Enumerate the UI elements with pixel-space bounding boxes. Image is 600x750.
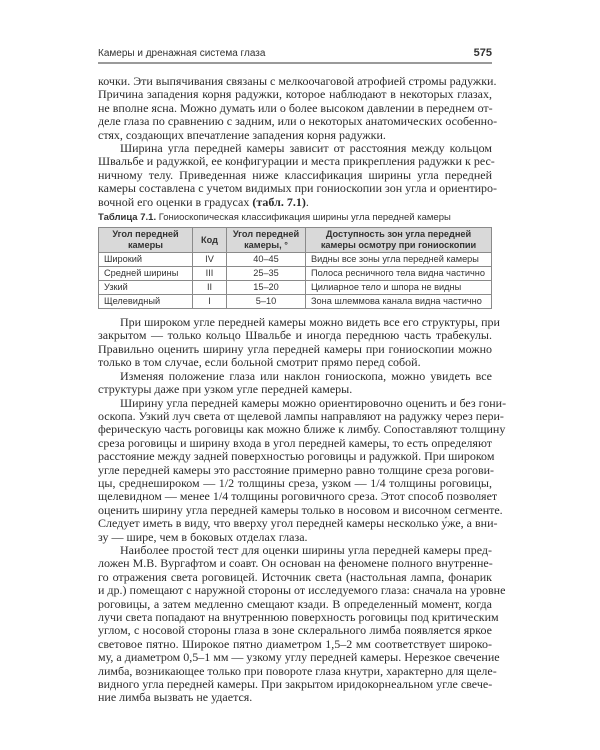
line-text: .	[305, 194, 309, 209]
paragraph	[98, 542, 506, 705]
line-text: закрытом — только кольцо Швальбе и иногда переднюю часть трабекулы.	[98, 328, 492, 343]
line-text: камеры составлена с учетом видимых при гониоскопии зон угла и ориентиро-	[98, 181, 497, 196]
line-text: видного угла передней камеры. При закрытом иридокорнеальном угле свече-	[98, 677, 493, 692]
text-line	[98, 88, 492, 101]
line-text: цы, среднешироком — 1/2 толщины среза, узком — 1/4 толщины роговицы,	[98, 475, 492, 490]
line-text: ложен М.В. Вургафтом и соавт. Он основан на феномене полного внутренне-	[98, 556, 493, 571]
text-line	[98, 531, 492, 544]
table-cell: 40–45	[227, 253, 306, 267]
table-cell: II	[193, 281, 227, 295]
text-line	[98, 638, 492, 651]
text-line	[98, 598, 492, 611]
paragraph	[98, 74, 498, 142]
line-text: го отражения света роговицей. Источник света (настольная лампа, фонарик	[98, 569, 492, 584]
line-text: Причина западения корня радужки, которое наблюдают в некоторых глазах,	[98, 87, 492, 102]
text-line	[98, 169, 492, 182]
text-line	[98, 370, 492, 383]
text-line	[98, 610, 499, 624]
column-header: Доступность зон угла передней камеры осмотру при гониоскопии	[306, 228, 492, 253]
table-row	[99, 267, 492, 281]
line-text: световое пятно. Широкое пятно диаметром 1,5–2 мм соответствует широко-	[98, 636, 492, 651]
line-text: роговицы, а затем медленно смещают кзади. В определенный момент, когда	[98, 596, 492, 611]
line-text: не вполне ясна. Можно думать или о более высоком давлении в переднем от-	[98, 100, 493, 115]
table-cell: 5–10	[227, 295, 306, 309]
text-line	[98, 408, 504, 423]
line-text: Следует иметь в виду, что вверху угол передней камеры несколько у́же, а вни-	[98, 516, 498, 531]
line-text: Ширину угла передней камеры можно ориентировочно оценить и без гони-	[120, 395, 507, 410]
line-text: зу — шире, чем в боковых отделах глаза.	[98, 529, 308, 544]
text-line	[98, 196, 492, 209]
line-text: углом, с носовой стороны глаза в зоне склерального лимба появляется яркое	[98, 623, 492, 638]
table-cell: Зона шлеммова канала видна частично	[306, 295, 492, 309]
table-cell: 25–35	[227, 267, 306, 281]
text-line	[98, 181, 497, 196]
table-caption-text: Гониоскопическая классификация ширины угла передней камеры	[156, 212, 451, 224]
table-cell: Узкий	[99, 281, 193, 295]
text-block-bottom	[98, 315, 507, 705]
text-line	[98, 557, 492, 570]
table-cell: I	[193, 295, 227, 309]
line-text: ферическую часть роговицы как можно ближе к лимбу. Сопоставляют толщину	[98, 422, 506, 437]
text-line	[98, 315, 500, 330]
line-text: оценить ширину угла передней камеры только в носовом и височном сегменте.	[98, 502, 503, 517]
line-text: ние лимба вызвать не удается.	[98, 690, 253, 705]
paragraph	[98, 370, 492, 397]
text-line	[98, 449, 495, 464]
page-number: 575	[473, 47, 492, 59]
text-line	[98, 624, 492, 637]
line-text: При широком угле передней камеры можно видеть все его структуры, при	[120, 315, 500, 330]
goniscopy-classification-table	[98, 227, 492, 309]
line-text: структуры даже при узком угле передней камеры.	[98, 382, 353, 397]
line-text: расстояние между задней поверхностью роговицы и радужкой. При широком	[98, 449, 495, 464]
line-text: кочки. Эти выпячивания связаны с мелкоочаговой атрофией стромы радужки.	[98, 74, 497, 88]
line-text: щелевидном — менее 1/4 толщины роговичного среза. Этот способ позволяет	[98, 489, 498, 504]
column-header: Угол передней камеры	[99, 228, 193, 253]
line-text: угле передней камеры это расстояние примерно равно толщине среза рогови-	[98, 462, 495, 477]
table-cell: 15–20	[227, 281, 306, 295]
text-line	[98, 691, 492, 704]
text-line	[98, 343, 492, 356]
table-cell: Цилиарное тело и шпора не видны	[306, 281, 492, 295]
text-line	[98, 502, 503, 517]
line-text: Изменяя положение глаза или наклон гониоскопа, можно увидеть все	[120, 368, 492, 383]
text-line	[98, 154, 495, 169]
line-text: Швальбе и радужкой, ее конфигурации и места прикрепления радужки к рес-	[98, 154, 495, 169]
table-cell: III	[193, 267, 227, 281]
table-cell: IV	[193, 253, 227, 267]
table-cell: Щелевидный	[99, 295, 193, 309]
text-line	[98, 422, 506, 437]
text-line	[98, 650, 500, 665]
paragraph	[98, 141, 497, 209]
table-row	[99, 281, 492, 295]
paragraph	[98, 395, 507, 544]
running-header	[98, 47, 492, 64]
line-text: стях, создающих впечатление западения корня радужки.	[98, 127, 386, 142]
line-text: Правильно оценить ширину угла передней камеры при гониоскопии можно	[98, 341, 492, 356]
line-text: лимба, возникающее только при повороте глаза кнутри, характерно для щеле-	[98, 663, 497, 678]
text-line	[98, 544, 492, 557]
page-content	[98, 47, 507, 705]
table-row	[99, 295, 492, 309]
text-line	[98, 437, 492, 450]
line-text: оскопа. Узкий луч света от щелевой лампы направляют на радужку через пери-	[98, 408, 504, 423]
text-line	[98, 516, 498, 531]
line-text: среза роговицы и ширину входа в угол передней камеры, то есть определяют	[98, 435, 492, 450]
text-line	[98, 571, 492, 584]
column-header: Код	[193, 228, 227, 253]
line-text: только в том случае, если больной смотрит прямо перед собой.	[98, 355, 421, 370]
line-text: вочной его оценки в градусах	[98, 194, 253, 209]
text-line	[98, 477, 492, 490]
table-caption-label: Таблица 7.1.	[98, 212, 157, 224]
text-line	[98, 462, 495, 477]
line-text: и др.) помещают с наружной стороны от исследуемого глаза: сначала на уровне	[98, 583, 506, 598]
table-cell: Видны все зоны угла передней камеры	[306, 253, 492, 267]
text-line	[98, 129, 492, 142]
chapter-title: Камеры и дренажная система глаза	[98, 48, 266, 59]
table-cell: Широкий	[99, 253, 193, 267]
text-line	[98, 102, 492, 115]
text-line	[98, 489, 498, 504]
table-caption	[98, 211, 492, 224]
text-line	[98, 74, 497, 88]
line-text: Ширина угла передней камеры зависит от расстояния между кольцом	[120, 141, 492, 156]
text-line	[98, 356, 492, 369]
line-text: ничному телу. Приведенная ниже классификация ширины угла передней	[98, 167, 492, 182]
line-text: му, а диаметром 0,5–1 мм — узкому углу передней камеры. Нерезкое свечение	[98, 650, 500, 665]
text-line	[98, 142, 492, 155]
text-line	[98, 395, 507, 410]
table-header-row	[99, 228, 492, 253]
text-line	[98, 383, 492, 396]
text-line	[98, 114, 498, 129]
text-line	[98, 663, 497, 678]
line-text: Наиболее простой тест для оценки ширины угла передней камеры пред-	[120, 542, 492, 557]
table-cell: Полоса ресничного тела видна частично	[306, 267, 492, 281]
paragraph	[98, 315, 500, 370]
line-text: деле глаза по сравнению с задним, или о некоторых анатомических особенно-	[98, 114, 498, 129]
table-cell: Средней ширины	[99, 267, 193, 281]
table-body	[99, 253, 492, 309]
text-line	[98, 329, 492, 342]
text-block-top	[98, 74, 498, 209]
table-row	[99, 253, 492, 267]
line-text: лучи света попадают на внутреннюю поверхность роговицы под критическим	[98, 610, 499, 624]
text-line	[98, 583, 506, 598]
text-line	[98, 678, 492, 691]
table-reference: (табл. 7.1)	[252, 194, 306, 209]
column-header: Угол передней камеры, °	[227, 228, 306, 253]
